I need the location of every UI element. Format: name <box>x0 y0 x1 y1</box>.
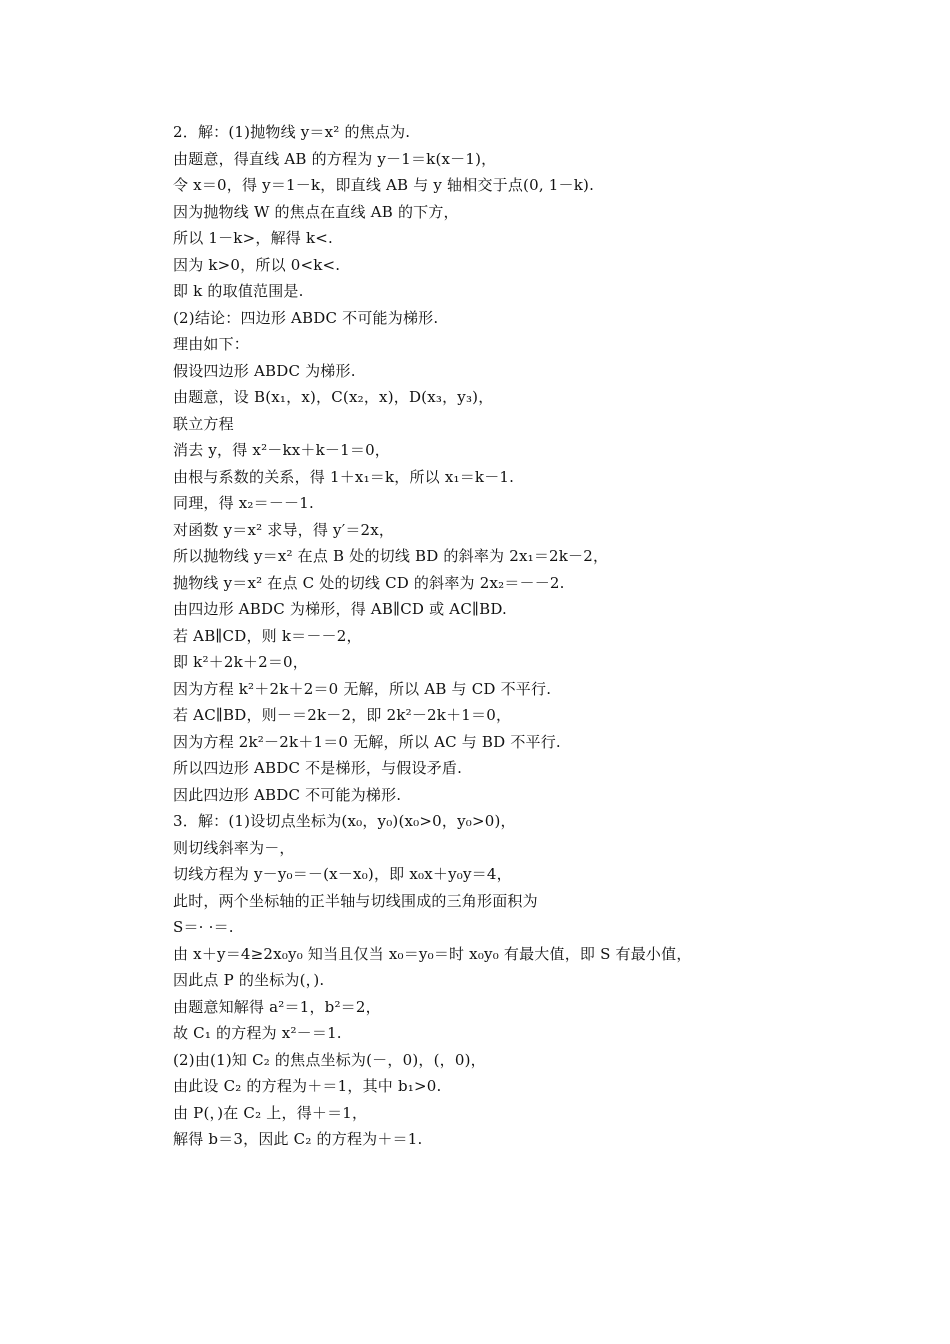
text-line: 因此四边形 ABDC 不可能为梯形. <box>173 785 402 804</box>
text-line: 所以 1－k>，解得 k<. <box>173 229 333 247</box>
solution-text <box>173 119 793 1153</box>
text-line: 所以四边形 ABDC 不是梯形，与假设矛盾. <box>173 759 463 777</box>
text-line: 因为 k>0，所以 0<k<. <box>173 255 341 274</box>
text-line: 若 AC∥BD，则－＝2k－2，即 2k²－2k＋1＝0， <box>173 706 512 724</box>
text-line: 由四边形 ABDC 为梯形，得 AB∥CD 或 AC∥BD. <box>173 600 508 618</box>
text-line: 所以抛物线 y＝x² 在点 B 处的切线 BD 的斜率为 2x₁＝2k－2， <box>173 547 609 565</box>
text-line: 理由如下： <box>173 335 250 353</box>
text-line: (2)由(1)知 C₂ 的焦点坐标为(－，0)，(，0)， <box>173 1050 486 1069</box>
text-line: 即 k 的取值范围是. <box>173 282 304 300</box>
text-line: 故 C₁ 的方程为 x²－＝1. <box>173 1024 342 1042</box>
text-line: 切线方程为 y－y₀＝－(x－x₀)，即 x₀x＋y₀y＝4， <box>173 865 512 883</box>
text-line: 因为方程 k²＋2k＋2＝0 无解，所以 AB 与 CD 不平行. <box>173 679 552 698</box>
text-line: 若 AB∥CD，则 k＝－－2， <box>173 626 362 645</box>
text-line: 由 P(，)在 C₂ 上，得＋＝1， <box>173 1103 368 1122</box>
text-line: S＝· ·＝. <box>173 918 234 936</box>
text-line: 因为方程 2k²－2k＋1＝0 无解，所以 AC 与 BD 不平行. <box>173 732 561 751</box>
text-line: 对函数 y＝x² 求导，得 y′＝2x， <box>173 520 395 539</box>
text-line: 由题意知解得 a²＝1，b²＝2， <box>173 997 381 1016</box>
text-line: 消去 y，得 x²－kx＋k－1＝0， <box>173 441 391 459</box>
text-line: 因此点 P 的坐标为(，). <box>173 971 325 989</box>
text-line: 抛物线 y＝x² 在点 C 处的切线 CD 的斜率为 2x₂＝－－2. <box>173 573 565 592</box>
text-line: 此时，两个坐标轴的正半轴与切线围成的三角形面积为 <box>173 891 538 910</box>
text-line: 由题意，得直线 AB 的方程为 y－1＝k(x－1)， <box>173 149 497 168</box>
text-line: 假设四边形 ABDC 为梯形. <box>173 361 356 380</box>
text-line: 令 x＝0，得 y＝1－k，即直线 AB 与 y 轴相交于点(0, 1－k). <box>173 176 595 194</box>
text-line: 由此设 C₂ 的方程为＋＝1，其中 b₁>0. <box>173 1077 442 1095</box>
text-line: 同理，得 x₂＝－－1. <box>173 494 314 512</box>
text-line: 因为抛物线 W 的焦点在直线 AB 的下方， <box>173 202 459 221</box>
text-line: 3．解：(1)设切点坐标为(x₀，y₀)(x₀>0，y₀>0)， <box>173 812 516 830</box>
text-line: 联立方程 <box>173 414 234 433</box>
text-line: 由根与系数的关系，得 1＋x₁＝k，所以 x₁＝k－1. <box>173 467 515 486</box>
text-line: 由题意，设 B(x₁，x)，C(x₂，x)，D(x₃，y₃)， <box>173 388 494 406</box>
text-line: 由 x＋y＝4≥2x₀y₀ 知当且仅当 x₀＝y₀＝时 x₀y₀ 有最大值，即 S 有最小值， <box>173 944 692 963</box>
text-line: (2)结论：四边形 ABDC 不可能为梯形. <box>173 308 439 327</box>
text-line: 2．解：(1)抛物线 y＝x² 的焦点为. <box>173 123 411 141</box>
text-line: 即 k²＋2k＋2＝0， <box>173 653 308 671</box>
text-line: 则切线斜率为－， <box>173 838 295 857</box>
text-line: 解得 b＝3，因此 C₂ 的方程为＋＝1. <box>173 1130 423 1148</box>
